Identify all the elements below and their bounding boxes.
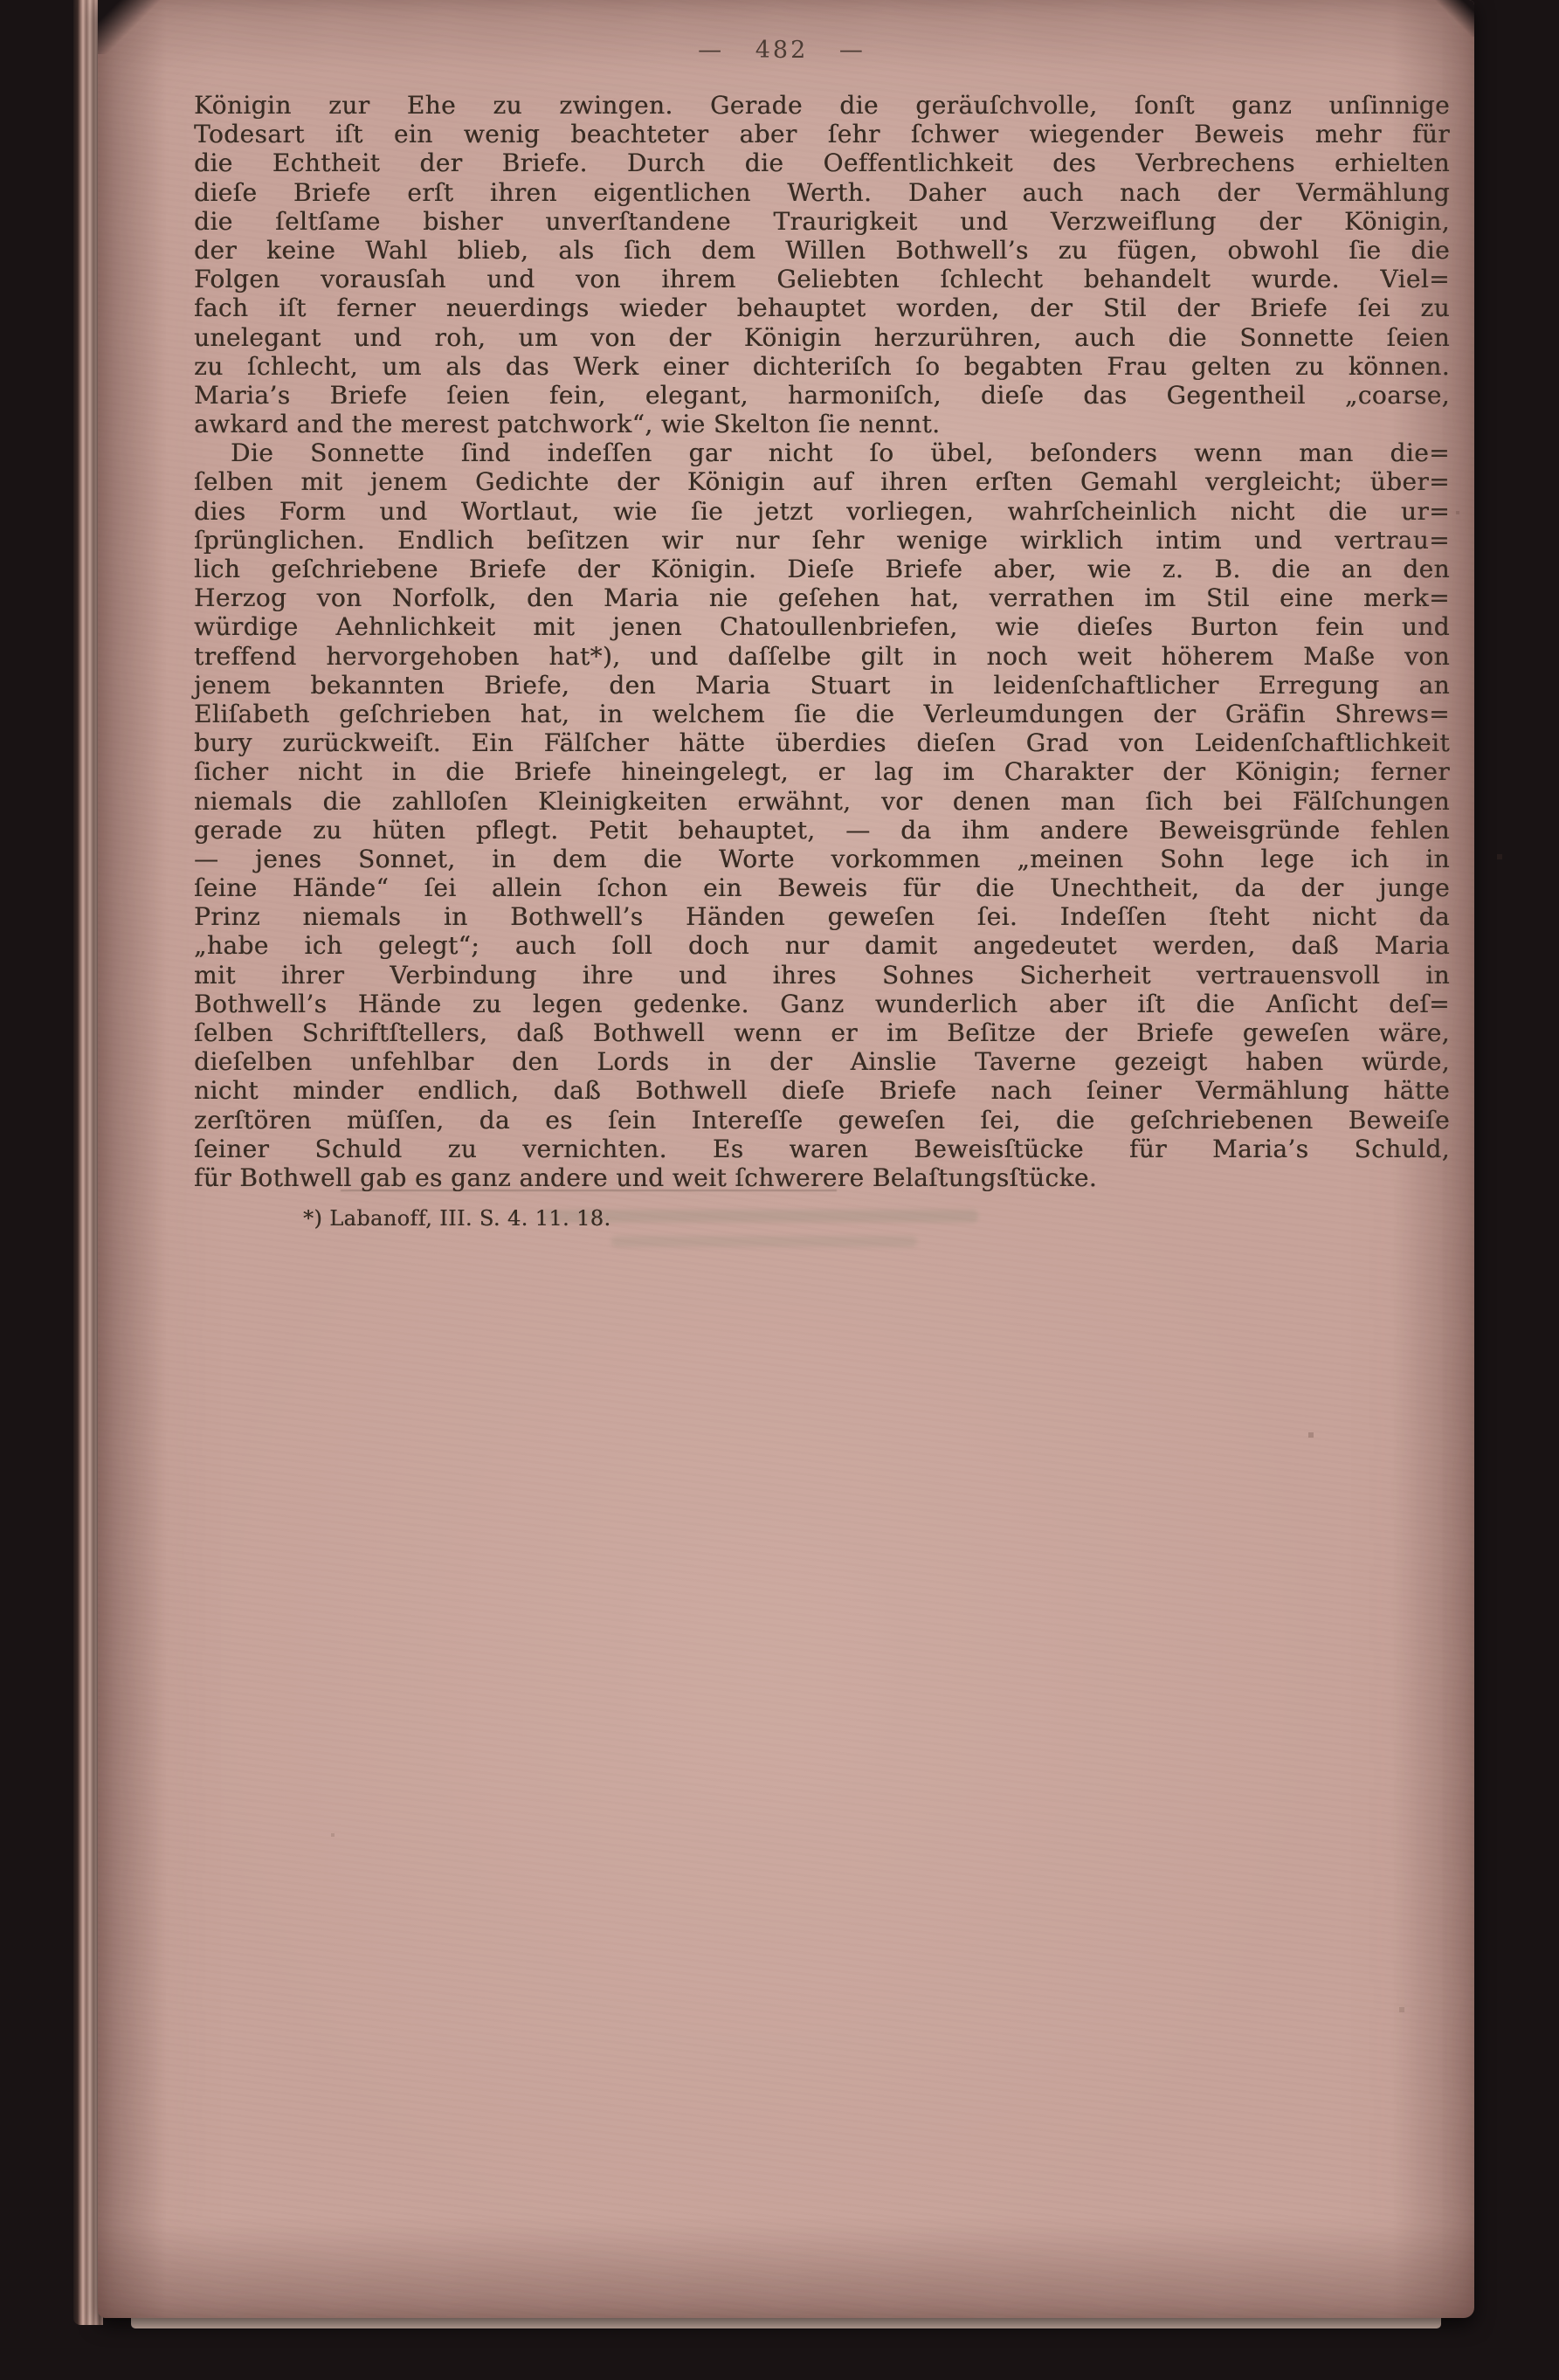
text-line: gerade zu hüten pflegt. Petit behauptet, — da ihm andere Beweisgründe fehlen	[194, 815, 1450, 845]
text-line: fach iſt ferner neuerdings wieder behauptet worden, der Stil der Briefe ſei zu	[194, 293, 1450, 323]
text-line: ſicher nicht in die Briefe hineingelegt, er lag im Charakter der Königin; ferner	[194, 757, 1450, 787]
text-line: der keine Wahl blieb, als ſich dem Willen Bothwell’s zu fügen, obwohl ſie die	[194, 235, 1450, 265]
footnote: *) Labanoff, III. S. 4. 11. 18.	[303, 1206, 611, 1231]
text-line: dies Form und Wortlaut, wie ſie jetzt vorliegen, wahrſcheinlich nicht die ur=	[194, 496, 1450, 526]
paper-foxing-specks	[0, 0, 2, 2]
text-line: awkard and the merest patchwork“, wie Skelton ſie nennt.	[194, 410, 941, 439]
text-line: würdige Aehnlichkeit mit jenen Chatoullenbriefen, wie dieſes Burton fein und	[194, 612, 1450, 642]
text-line: Bothwell’s Hände zu legen gedenke. Ganz wunderlich aber iſt die Anſicht deſ=	[194, 989, 1450, 1018]
page-number: — 482 —	[698, 37, 866, 64]
text-line: ſeiner Schuld zu vernichten. Es waren Beweisſtücke für Maria’s Schuld,	[194, 1134, 1450, 1163]
text-line: nicht minder endlich, daß Bothwell dieſe Briefe nach ſeiner Vermählung hätte	[194, 1076, 1450, 1106]
text-line: für Bothwell gab es ganz andere und weit ſchwerere Belaſtungsſtücke.	[194, 1162, 1098, 1192]
text-line: unelegant und roh, um von der Königin herzurühren, auch die Sonnette ſeien	[194, 322, 1450, 352]
text-line: bury zurückweiſt. Ein Fälſcher hätte überdies dieſen Grad von Leidenſchaftlichkeit	[194, 728, 1450, 758]
text-line: lich geſchriebene Briefe der Königin. Dieſe Briefe aber, wie z. B. die an den	[194, 555, 1450, 583]
text-block	[194, 91, 1450, 1192]
text-line: — jenes Sonnet, in dem die Worte vorkommen „meinen Sohn lege ich in	[194, 844, 1450, 873]
text-line: Herzog von Norfolk, den Maria nie geſehen hat, verrathen im Stil eine merk=	[194, 583, 1450, 613]
text-line: Todesart iſt ein wenig beachteter aber ſehr ſchwer wiegender Beweis mehr für	[194, 120, 1450, 149]
text-line: ſelben Schriftſtellers, daß Bothwell wenn er im Beſitze der Briefe geweſen wäre,	[194, 1018, 1450, 1047]
ink-show-through-smudge	[611, 1236, 917, 1247]
text-line: Eliſabeth geſchrieben hat, in welchem ſie die Verleumdungen der Gräfin Shrews=	[194, 699, 1450, 728]
text-line: mit ihrer Verbindung ihre und ihres Sohnes Sicherheit vertrauensvoll in	[194, 960, 1450, 990]
text-line: ſeine Hände“ ſei allein ſchon ein Beweis für die Unechtheit, da der junge	[194, 873, 1450, 903]
text-line: dieſe Briefe erſt ihren eigentlichen Werth. Daher auch nach der Vermählung	[194, 177, 1450, 207]
text-line: zu ſchlecht, um als das Werk einer dichteriſch ſo begabten Frau gelten zu können.	[194, 351, 1450, 381]
page-corner-curl-top-right	[1417, 0, 1474, 37]
text-line: die ſeltſame bisher unverſtandene Traurigkeit und Verzweiflung der Königin,	[194, 206, 1450, 236]
text-line: dieſelben unfehlbar den Lords in der Ainslie Taverne gezeigt haben würde,	[194, 1047, 1450, 1077]
text-line: Maria’s Briefe ſeien fein, elegant, harmoniſch, dieſe das Gegentheil „coarse,	[194, 380, 1450, 410]
text-line: Königin zur Ehe zu zwingen. Gerade die geräuſchvolle, ſonſt ganz unſinnige	[194, 91, 1450, 120]
text-line: Prinz niemals in Bothwell’s Händen geweſen ſei. Indeſſen ſteht nicht da	[194, 902, 1450, 932]
text-line: jenem bekannten Briefe, den Maria Stuart in leidenſchaftlicher Erregung an	[194, 670, 1450, 700]
text-line: ſprünglichen. Endlich beſitzen wir nur ſehr wenige wirklich intim und vertrau=	[194, 525, 1450, 555]
text-line: treffend hervorgehoben hat*), und daſſelbe gilt in noch weit höherem Maße von	[194, 641, 1450, 671]
text-line: die Echtheit der Briefe. Durch die Oeffentlichkeit des Verbrechens erhielten	[194, 148, 1450, 178]
text-line: „habe ich gelegt“; auch ſoll doch nur damit angedeutet werden, daß Maria	[194, 931, 1450, 961]
text-line: ſelben mit jenem Gedichte der Königin auf ihren erſten Gemahl vergleicht; über=	[194, 467, 1450, 497]
text-line: Die Sonnette ſind indeſſen gar nicht ſo übel, beſonders wenn man die=	[231, 438, 1450, 468]
text-line: Folgen vorausſah und von ihrem Geliebten ſchlecht behandelt wurde. Viel=	[194, 265, 1450, 294]
text-line: zerſtören müſſen, da es ſein Intereſſe geweſen ſei, die geſchriebenen Beweiſe	[194, 1105, 1450, 1135]
text-line: niemals die zahlloſen Kleinigkeiten erwähnt, vor denen man ſich bei Fälſchungen	[194, 786, 1450, 816]
